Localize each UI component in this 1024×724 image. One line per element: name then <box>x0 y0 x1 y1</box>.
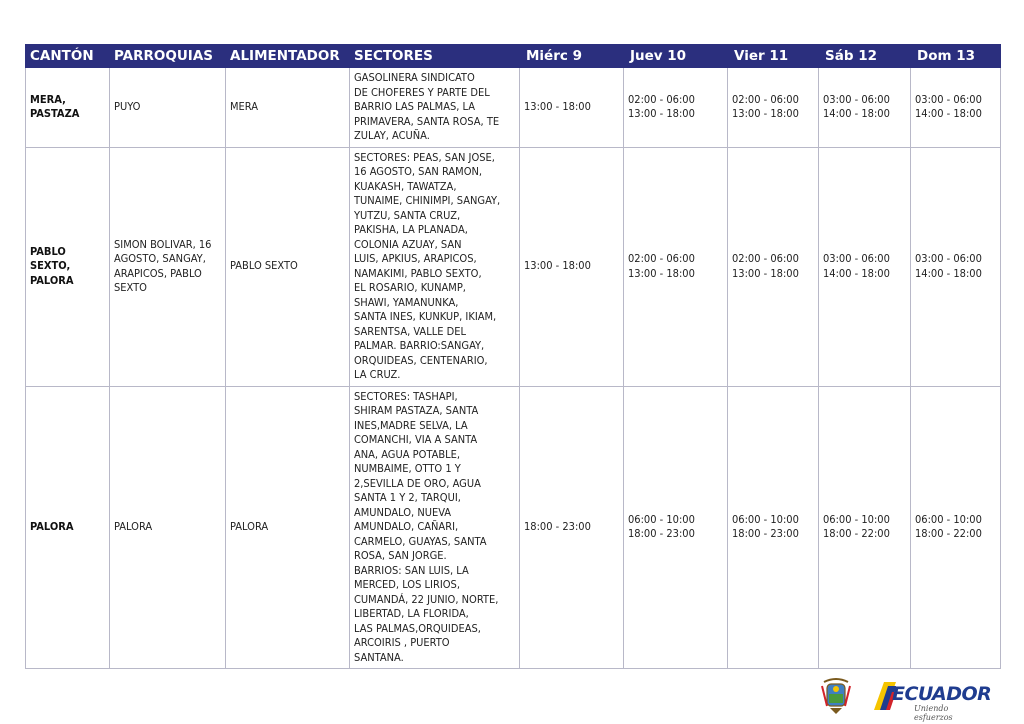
sectores-cell-line: LA CRUZ. <box>354 368 401 381</box>
table-row <box>26 147 1001 386</box>
schedule-body <box>26 68 1001 669</box>
sectores-cell-line: COMANCHI, VIA A SANTA <box>354 433 478 446</box>
schedule-cell-d12 <box>819 147 911 386</box>
schedule-cell-d13-line: 14:00 - 18:00 <box>915 266 982 280</box>
parroquias-cell <box>110 386 226 669</box>
header-row <box>26 45 1001 68</box>
sectores-cell <box>350 386 520 669</box>
schedule-cell-d9-line: 13:00 - 18:00 <box>524 259 591 273</box>
sectores-cell-line: CUMANDÁ, 22 JUNIO, NORTE, <box>354 592 499 606</box>
schedule-cell-d12-line: 14:00 - 18:00 <box>823 107 890 121</box>
schedule-cell-d10 <box>624 68 728 148</box>
canton-cell-line: SEXTO, <box>30 259 71 273</box>
canton-cell <box>26 386 110 669</box>
schedule-cell-d12-line: 03:00 - 06:00 <box>823 252 890 265</box>
schedule-cell-d10-line: 13:00 - 18:00 <box>628 107 695 121</box>
schedule-cell-d9 <box>520 386 624 669</box>
sectores-cell-line: SHAWI, YAMANUNKA, <box>354 295 459 309</box>
canton-cell-line: MERA, <box>30 92 66 106</box>
schedule-cell-d13 <box>911 68 1001 148</box>
sectores-cell-line: NAMAKIMI, PABLO SEXTO, <box>354 266 482 280</box>
schedule-cell-d10 <box>624 386 728 669</box>
sectores-cell-line: ORQUIDEAS, CENTENARIO, <box>354 353 488 367</box>
sectores-cell-line: LUIS, APKIUS, ARAPICOS, <box>354 252 477 265</box>
sectores-cell-line: SANTA INES, KUNKUP, IKIAM, <box>354 310 497 323</box>
alimentador-cell: MERA <box>226 68 350 148</box>
header-canton: CANTÓN <box>26 45 110 68</box>
sectores-cell-line: SECTORES: PEAS, SAN JOSE, <box>354 150 495 164</box>
parroquias-cell-line: SIMON BOLIVAR, 16 <box>114 237 212 251</box>
sectores-cell-line: YUTZU, SANTA CRUZ, <box>354 208 461 222</box>
parroquias-cell-line: PALORA <box>114 520 153 533</box>
sectores-cell <box>350 147 520 386</box>
ecuador-logo <box>874 682 992 722</box>
header-day-10: Juev 10 <box>624 45 728 68</box>
sectores-cell-line: DE CHOFERES Y PARTE DEL <box>354 85 490 99</box>
parroquias-cell-line: PUYO <box>114 100 141 113</box>
schedule-cell-d13 <box>911 147 1001 386</box>
schedule-cell-d13-line: 14:00 - 18:00 <box>915 107 982 121</box>
schedule-cell-d13-line: 06:00 - 10:00 <box>915 512 982 526</box>
header-parroquias: PARROQUIAS <box>110 45 226 68</box>
sectores-cell-line: TUNAIME, CHINIMPI, SANGAY, <box>354 194 501 207</box>
canton-cell <box>26 147 110 386</box>
sectores-cell-line: SECTORES: TASHAPI, <box>354 389 458 403</box>
sectores-cell-line: 16 AGOSTO, SAN RAMON, <box>354 165 483 178</box>
sectores-cell-line: ANA, AGUA POTABLE, <box>354 447 461 461</box>
schedule-cell-d10-line: 13:00 - 18:00 <box>628 266 695 280</box>
sectores-cell-line: AMUNDALO, CAÑARI, <box>354 520 459 533</box>
alimentador-cell: PALORA <box>226 386 350 669</box>
parroquias-cell-line: AGOSTO, SANGAY, <box>114 252 206 265</box>
schedule-table <box>25 44 1001 669</box>
sectores-cell-line: SANTANA. <box>354 650 404 664</box>
schedule-cell-d12-line: 18:00 - 22:00 <box>823 527 890 541</box>
sectores-cell-line: ARCOIRIS , PUERTO <box>354 636 450 649</box>
alimentador-cell: PABLO SEXTO <box>226 147 350 386</box>
schedule-cell-d13-line: 03:00 - 06:00 <box>915 92 982 106</box>
schedule-cell-d9-line: 18:00 - 23:00 <box>524 520 591 533</box>
canton-cell-line: PALORA <box>30 273 74 287</box>
schedule-cell-d11 <box>728 147 819 386</box>
schedule-cell-d11-line: 18:00 - 23:00 <box>732 527 799 541</box>
canton-cell-line: PABLO <box>30 244 66 258</box>
table-row <box>26 386 1001 669</box>
schedule-cell-d12-line: 03:00 - 06:00 <box>823 92 890 106</box>
canton-cell-line: PASTAZA <box>30 107 80 121</box>
sectores-cell-line: BARRIOS: SAN LUIS, LA <box>354 563 469 577</box>
schedule-cell-d11-line: 06:00 - 10:00 <box>732 512 799 526</box>
schedule-cell-d12 <box>819 386 911 669</box>
sectores-cell-line: BARRIO LAS PALMAS, LA <box>354 100 476 113</box>
sectores-cell-line: LAS PALMAS,ORQUIDEAS, <box>354 621 481 635</box>
schedule-cell-d10-line: 02:00 - 06:00 <box>628 252 695 265</box>
sectores-cell-line: PRIMAVERA, SANTA ROSA, TE <box>354 114 500 128</box>
sectores-cell-line: CARMELO, GUAYAS, SANTA <box>354 534 487 548</box>
schedule-cell-d12 <box>819 68 911 148</box>
schedule-cell-d10 <box>624 147 728 386</box>
schedule-cell-d12-line: 06:00 - 10:00 <box>823 512 890 526</box>
sectores-cell-line: MERCED, LOS LIRIOS, <box>354 578 460 591</box>
sectores-cell-line: NUMBAIME, OTTO 1 Y <box>354 462 461 475</box>
sectores-cell-line: COLONIA AZUAY, SAN <box>354 237 462 251</box>
sectores-cell-line: LIBERTAD, LA FLORIDA, <box>354 607 469 620</box>
header-day-9: Miérc 9 <box>520 45 624 68</box>
parroquias-cell <box>110 68 226 148</box>
schedule-cell-d9 <box>520 68 624 148</box>
header-day-12: Sáb 12 <box>819 45 911 68</box>
coat-of-arms-icon <box>818 676 854 716</box>
header-day-11: Vier 11 <box>728 45 819 68</box>
schedule-cell-d11-line: 13:00 - 18:00 <box>732 266 799 280</box>
schedule-cell-d11-line: 13:00 - 18:00 <box>732 107 799 121</box>
logo-wordmark: ECUADOR <box>892 683 992 705</box>
parroquias-cell-line: SEXTO <box>114 281 147 294</box>
sectores-cell-line: SANTA 1 Y 2, TARQUI, <box>354 491 461 504</box>
logo-tagline: Uniendo esfuerzos <box>914 704 953 722</box>
schedule-cell-d10-line: 18:00 - 23:00 <box>628 527 695 541</box>
schedule-cell-d12-line: 14:00 - 18:00 <box>823 266 890 280</box>
sectores-cell-line: PALMAR. BARRIO:SANGAY, <box>354 339 485 352</box>
schedule-cell-d11 <box>728 68 819 148</box>
sectores-cell-line: ROSA, SAN JORGE. <box>354 549 447 562</box>
sectores-cell-line: AMUNDALO, NUEVA <box>354 505 452 519</box>
schedule-cell-d9-line: 13:00 - 18:00 <box>524 100 591 113</box>
schedule-cell-d13 <box>911 386 1001 669</box>
sectores-cell-line: SARENTSA, VALLE DEL <box>354 324 466 338</box>
sectores-cell <box>350 68 520 148</box>
canton-cell-line: PALORA <box>30 520 74 533</box>
table-row <box>26 68 1001 148</box>
schedule-cell-d11 <box>728 386 819 669</box>
schedule-cell-d13-line: 03:00 - 06:00 <box>915 252 982 265</box>
sectores-cell-line: GASOLINERA SINDICATO <box>354 71 475 84</box>
header-alimentador: ALIMENTADOR <box>226 45 350 68</box>
schedule-cell-d11-line: 02:00 - 06:00 <box>732 92 799 106</box>
footer-logos <box>818 676 992 722</box>
schedule-cell-d11-line: 02:00 - 06:00 <box>732 252 799 265</box>
schedule-cell-d10-line: 02:00 - 06:00 <box>628 92 695 106</box>
schedule-cell-d13-line: 18:00 - 22:00 <box>915 527 982 541</box>
header-day-13: Dom 13 <box>911 45 1001 68</box>
sectores-cell-line: KUAKASH, TAWATZA, <box>354 179 457 193</box>
header-sectores: SECTORES <box>350 45 520 68</box>
sectores-cell-line: ZULAY, ACUÑA. <box>354 129 430 142</box>
schedule-cell-d10-line: 06:00 - 10:00 <box>628 512 695 526</box>
sectores-cell-line: 2,SEVILLA DE ORO, AGUA <box>354 476 481 490</box>
parroquias-cell-line: ARAPICOS, PABLO <box>114 266 202 280</box>
sectores-cell-line: INES,MADRE SELVA, LA <box>354 418 468 432</box>
sectores-cell-line: EL ROSARIO, KUNAMP, <box>354 281 466 294</box>
parroquias-cell <box>110 147 226 386</box>
canton-cell <box>26 68 110 148</box>
sectores-cell-line: SHIRAM PASTAZA, SANTA <box>354 404 479 417</box>
schedule-cell-d9 <box>520 147 624 386</box>
sectores-cell-line: PAKISHA, LA PLANADA, <box>354 223 468 236</box>
